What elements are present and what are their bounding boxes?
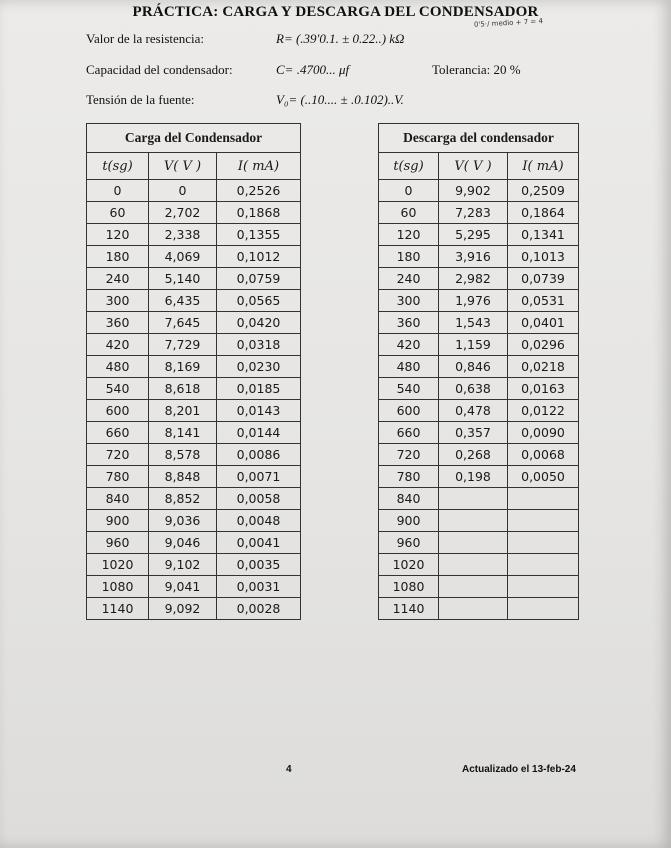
- carga-voltage-cell: 8,618: [149, 378, 217, 400]
- carga-voltage-cell: 8,201: [149, 400, 217, 422]
- descarga-voltage-cell: [439, 488, 508, 510]
- page-title: PRÁCTICA: CARGA Y DESCARGA DEL CONDENSADOR: [132, 4, 539, 20]
- carga-time-cell: 300: [87, 290, 149, 312]
- carga-current-cell: 0,1355: [217, 224, 301, 246]
- carga-time-cell: 600: [87, 400, 149, 422]
- descarga-current-cell: 0,0401: [508, 312, 579, 334]
- resistencia-label: Valor de la resistencia:: [86, 31, 205, 46]
- carga-voltage-cell: 8,578: [149, 444, 217, 466]
- descarga-voltage-cell: 0,638: [439, 378, 508, 400]
- carga-table-title: Carga del Condensador: [87, 124, 301, 153]
- descarga-time-cell: 600: [379, 400, 439, 422]
- descarga-current-cell: 0,0739: [508, 268, 579, 290]
- descarga-row: [379, 532, 579, 554]
- descarga-row: [379, 378, 579, 400]
- carga-voltage-cell: 2,702: [149, 202, 217, 224]
- descarga-time-cell: 360: [379, 312, 439, 334]
- descarga-time-cell: 960: [379, 532, 439, 554]
- descarga-row: [379, 290, 579, 312]
- carga-current-cell: 0,1868: [217, 202, 301, 224]
- carga-time-cell: 0: [87, 180, 149, 202]
- descarga-current-cell: [508, 532, 579, 554]
- carga-voltage-cell: 9,102: [149, 554, 217, 576]
- carga-voltage-cell: 6,435: [149, 290, 217, 312]
- updated-date: Actualizado el 13-feb-24: [462, 764, 576, 775]
- descarga-row: [379, 224, 579, 246]
- carga-row: [87, 466, 301, 488]
- tension-label: Tensión de la fuente:: [86, 92, 195, 107]
- carga-voltage-cell: 8,141: [149, 422, 217, 444]
- descarga-voltage-cell: [439, 598, 508, 620]
- descarga-current-cell: 0,0163: [508, 378, 579, 400]
- carga-row: [87, 180, 301, 202]
- carga-voltage-cell: 7,645: [149, 312, 217, 334]
- descarga-time-cell: 420: [379, 334, 439, 356]
- descarga-time-cell: 300: [379, 290, 439, 312]
- descarga-voltage-cell: 1,976: [439, 290, 508, 312]
- carga-voltage-cell: 8,848: [149, 466, 217, 488]
- carga-row: [87, 356, 301, 378]
- carga-current-cell: 0,1012: [217, 246, 301, 268]
- carga-header-current: I( mA): [217, 153, 301, 180]
- carga-header-time: t(sg): [87, 153, 149, 180]
- carga-time-cell: 900: [87, 510, 149, 532]
- descarga-voltage-cell: 0,357: [439, 422, 508, 444]
- descarga-current-cell: 0,0218: [508, 356, 579, 378]
- carga-voltage-cell: 9,036: [149, 510, 217, 532]
- descarga-table-title: Descarga del condensador: [379, 124, 579, 153]
- carga-current-cell: 0,0086: [217, 444, 301, 466]
- descarga-voltage-cell: [439, 554, 508, 576]
- page-number: 4: [286, 764, 292, 775]
- descarga-voltage-cell: 9,902: [439, 180, 508, 202]
- descarga-time-cell: 480: [379, 356, 439, 378]
- carga-current-cell: 0,0031: [217, 576, 301, 598]
- descarga-current-cell: [508, 576, 579, 598]
- descarga-current-cell: [508, 554, 579, 576]
- descarga-table-body: [379, 180, 579, 620]
- carga-row: [87, 202, 301, 224]
- descarga-current-cell: 0,1341: [508, 224, 579, 246]
- carga-current-cell: 0,0420: [217, 312, 301, 334]
- carga-current-cell: 0,0759: [217, 268, 301, 290]
- descarga-time-cell: 720: [379, 444, 439, 466]
- descarga-row: [379, 466, 579, 488]
- carga-time-cell: 540: [87, 378, 149, 400]
- capacidad-value: C= .4700... μf: [276, 62, 350, 77]
- descarga-time-cell: 60: [379, 202, 439, 224]
- carga-row: [87, 378, 301, 400]
- carga-time-cell: 660: [87, 422, 149, 444]
- carga-voltage-cell: 5,140: [149, 268, 217, 290]
- carga-current-cell: 0,0041: [217, 532, 301, 554]
- descarga-current-cell: 0,0050: [508, 466, 579, 488]
- descarga-time-cell: 120: [379, 224, 439, 246]
- carga-row: [87, 246, 301, 268]
- descarga-time-cell: 180: [379, 246, 439, 268]
- carga-row: [87, 334, 301, 356]
- carga-voltage-cell: 8,852: [149, 488, 217, 510]
- carga-table-body: [87, 180, 301, 620]
- descarga-table: [378, 123, 579, 620]
- descarga-time-cell: 840: [379, 488, 439, 510]
- descarga-row: [379, 554, 579, 576]
- descarga-current-cell: 0,0296: [508, 334, 579, 356]
- carga-current-cell: 0,2526: [217, 180, 301, 202]
- carga-time-cell: 180: [87, 246, 149, 268]
- carga-time-cell: 240: [87, 268, 149, 290]
- descarga-voltage-cell: 0,198: [439, 466, 508, 488]
- carga-current-cell: 0,0143: [217, 400, 301, 422]
- descarga-voltage-cell: [439, 510, 508, 532]
- descarga-current-cell: 0,1864: [508, 202, 579, 224]
- descarga-voltage-cell: [439, 532, 508, 554]
- descarga-row: [379, 400, 579, 422]
- descarga-voltage-cell: 1,543: [439, 312, 508, 334]
- carga-row: [87, 598, 301, 620]
- descarga-header-current: I( mA): [508, 153, 579, 180]
- tolerancia-label: Tolerancia: 20 %: [432, 62, 521, 77]
- descarga-current-cell: 0,1013: [508, 246, 579, 268]
- descarga-row: [379, 444, 579, 466]
- descarga-row: [379, 334, 579, 356]
- descarga-time-cell: 660: [379, 422, 439, 444]
- carga-row: [87, 400, 301, 422]
- carga-time-cell: 1080: [87, 576, 149, 598]
- carga-voltage-cell: 2,338: [149, 224, 217, 246]
- carga-current-cell: 0,0071: [217, 466, 301, 488]
- carga-current-cell: 0,0144: [217, 422, 301, 444]
- carga-voltage-cell: 9,041: [149, 576, 217, 598]
- descarga-time-cell: 780: [379, 466, 439, 488]
- carga-time-cell: 780: [87, 466, 149, 488]
- descarga-voltage-cell: 3,916: [439, 246, 508, 268]
- carga-row: [87, 576, 301, 598]
- carga-row: [87, 510, 301, 532]
- descarga-row: [379, 598, 579, 620]
- descarga-time-cell: 1140: [379, 598, 439, 620]
- descarga-voltage-cell: [439, 576, 508, 598]
- descarga-current-cell: 0,0122: [508, 400, 579, 422]
- descarga-row: [379, 488, 579, 510]
- carga-row: [87, 422, 301, 444]
- carga-time-cell: 60: [87, 202, 149, 224]
- descarga-current-cell: 0,2509: [508, 180, 579, 202]
- carga-header-voltage: V( V ): [149, 153, 217, 180]
- descarga-voltage-cell: 1,159: [439, 334, 508, 356]
- descarga-row: [379, 268, 579, 290]
- carga-row: [87, 532, 301, 554]
- carga-row: [87, 554, 301, 576]
- carga-time-cell: 720: [87, 444, 149, 466]
- carga-voltage-cell: 0: [149, 180, 217, 202]
- descarga-row: [379, 180, 579, 202]
- carga-row: [87, 290, 301, 312]
- descarga-current-cell: [508, 598, 579, 620]
- carga-voltage-cell: 9,046: [149, 532, 217, 554]
- descarga-time-cell: 1080: [379, 576, 439, 598]
- descarga-time-cell: 0: [379, 180, 439, 202]
- carga-voltage-cell: 9,092: [149, 598, 217, 620]
- carga-current-cell: 0,0185: [217, 378, 301, 400]
- carga-current-cell: 0,0565: [217, 290, 301, 312]
- carga-time-cell: 1020: [87, 554, 149, 576]
- descarga-voltage-cell: 0,268: [439, 444, 508, 466]
- descarga-voltage-cell: 0,478: [439, 400, 508, 422]
- carga-time-cell: 840: [87, 488, 149, 510]
- capacidad-label: Capacidad del condensador:: [86, 62, 233, 77]
- carga-current-cell: 0,0028: [217, 598, 301, 620]
- carga-table: [86, 123, 301, 620]
- descarga-current-cell: 0,0068: [508, 444, 579, 466]
- descarga-voltage-cell: 7,283: [439, 202, 508, 224]
- descarga-current-cell: [508, 488, 579, 510]
- carga-time-cell: 420: [87, 334, 149, 356]
- carga-voltage-cell: 7,729: [149, 334, 217, 356]
- descarga-row: [379, 422, 579, 444]
- carga-row: [87, 268, 301, 290]
- descarga-time-cell: 240: [379, 268, 439, 290]
- margin-note: 0'5·/ medio + 7 = 4: [473, 17, 544, 29]
- carga-row: [87, 224, 301, 246]
- carga-voltage-cell: 8,169: [149, 356, 217, 378]
- descarga-header-time: t(sg): [379, 153, 439, 180]
- carga-current-cell: 0,0048: [217, 510, 301, 532]
- descarga-row: [379, 356, 579, 378]
- descarga-row: [379, 202, 579, 224]
- descarga-time-cell: 540: [379, 378, 439, 400]
- descarga-time-cell: 1020: [379, 554, 439, 576]
- descarga-time-cell: 900: [379, 510, 439, 532]
- descarga-row: [379, 576, 579, 598]
- carga-row: [87, 488, 301, 510]
- carga-time-cell: 120: [87, 224, 149, 246]
- descarga-row: [379, 510, 579, 532]
- descarga-header-voltage: V( V ): [439, 153, 508, 180]
- descarga-voltage-cell: 2,982: [439, 268, 508, 290]
- tension-value: V₀= (..10.... ± .0.102)..V.: [276, 92, 404, 107]
- carga-row: [87, 312, 301, 334]
- descarga-voltage-cell: 5,295: [439, 224, 508, 246]
- descarga-voltage-cell: 0,846: [439, 356, 508, 378]
- carga-voltage-cell: 4,069: [149, 246, 217, 268]
- carga-current-cell: 0,0318: [217, 334, 301, 356]
- carga-time-cell: 960: [87, 532, 149, 554]
- carga-row: [87, 444, 301, 466]
- carga-current-cell: 0,0035: [217, 554, 301, 576]
- carga-time-cell: 480: [87, 356, 149, 378]
- carga-current-cell: 0,0058: [217, 488, 301, 510]
- descarga-current-cell: 0,0531: [508, 290, 579, 312]
- carga-current-cell: 0,0230: [217, 356, 301, 378]
- carga-time-cell: 360: [87, 312, 149, 334]
- descarga-current-cell: [508, 510, 579, 532]
- descarga-row: [379, 312, 579, 334]
- descarga-row: [379, 246, 579, 268]
- descarga-current-cell: 0,0090: [508, 422, 579, 444]
- carga-time-cell: 1140: [87, 598, 149, 620]
- resistencia-value: R= (.39'0.1. ± 0.22..) kΩ: [276, 31, 405, 46]
